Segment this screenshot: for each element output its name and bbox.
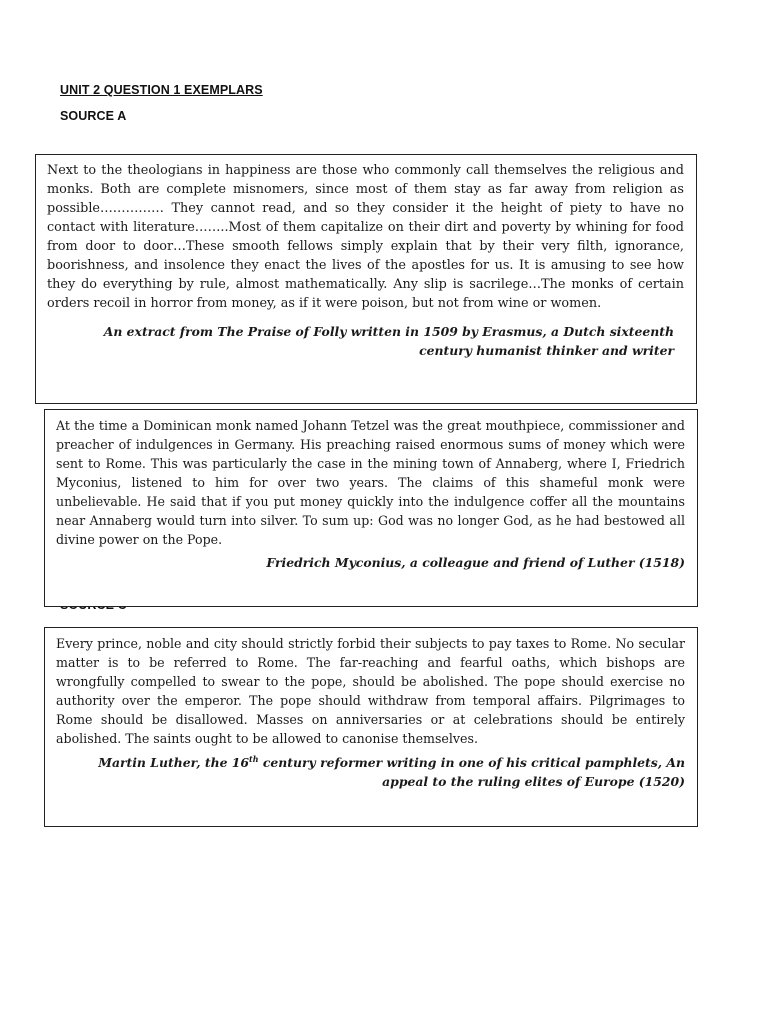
document-title: UNIT 2 QUESTION 1 EXEMPLARS (60, 83, 263, 97)
source-c-attribution-post: century reformer writing in one of his critical pamphlets, An appeal to the ruling elites of Europe (1520) (258, 755, 685, 789)
source-c-attribution-sup: th (249, 753, 259, 764)
source-a-box (35, 154, 697, 404)
source-c-box (44, 627, 698, 827)
source-c-text: Every prince, noble and city should strictly forbid their subjects to pay taxes to Rome. No secular matter is to be referred to Rome. The far-reaching and fearful oaths, which bishops are wrongfully compelled to swear to the pope, should be abolished. The pope should exercise no authority over the emperor. The pope should withdraw from temporal affairs. Pilgrimages to Rome should be disallowed. Masses on anniversaries or at celebrations should be entirely abolished. The saints ought to be allowed to canonise themselves. (56, 636, 685, 746)
source-b-text: At the time a Dominican monk named Johann Tetzel was the great mouthpiece, commissioner and preacher of indulgences in Germany. His preaching raised enormous sums of money which were sent to Rome. This was particularly the case in the mining town of Annaberg, where I, Friedrich Myconius, listened to him for over two years. The claims of this shameful monk were unbelievable. He said that if you put money quickly into the indulgence coffer all the mountains near Annaberg would turn into silver. To sum up: God was no longer God, as he had bestowed all divine power on the Pope. (56, 418, 685, 547)
source-c-attribution (56, 753, 685, 791)
source-a-text: Next to the theologians in happiness are those who commonly call themselves the religious and monks. Both are complete misnomers, since most of them stay as far away from religion as possible…………… They cannot read, and so they consider it the height of piety to have no contact with literature……..Most of them capitalize on their dirt and poverty by whining for food from door to door…These smooth fellows simply explain that by their very filth, ignorance, boorishness, and insolence they enact the lives of the apostles for us. It is amusing to see how they do everything by rule, almost mathematically. Any slip is sacrilege…The monks of certain orders recoil in horror from money, as if it were poison, but not from wine or women. (47, 163, 684, 311)
source-a-label: SOURCE A (60, 109, 127, 123)
source-b-attribution: Friedrich Myconius, a colleague and friend of Luther (1518) (266, 555, 685, 570)
source-c-attribution-pre: Martin Luther, the 16 (98, 755, 250, 770)
source-a-attribution: An extract from The Praise of Folly written in 1509 by Erasmus, a Dutch sixteenth century humanist thinker and writer (103, 324, 674, 358)
source-b-box (44, 409, 698, 607)
